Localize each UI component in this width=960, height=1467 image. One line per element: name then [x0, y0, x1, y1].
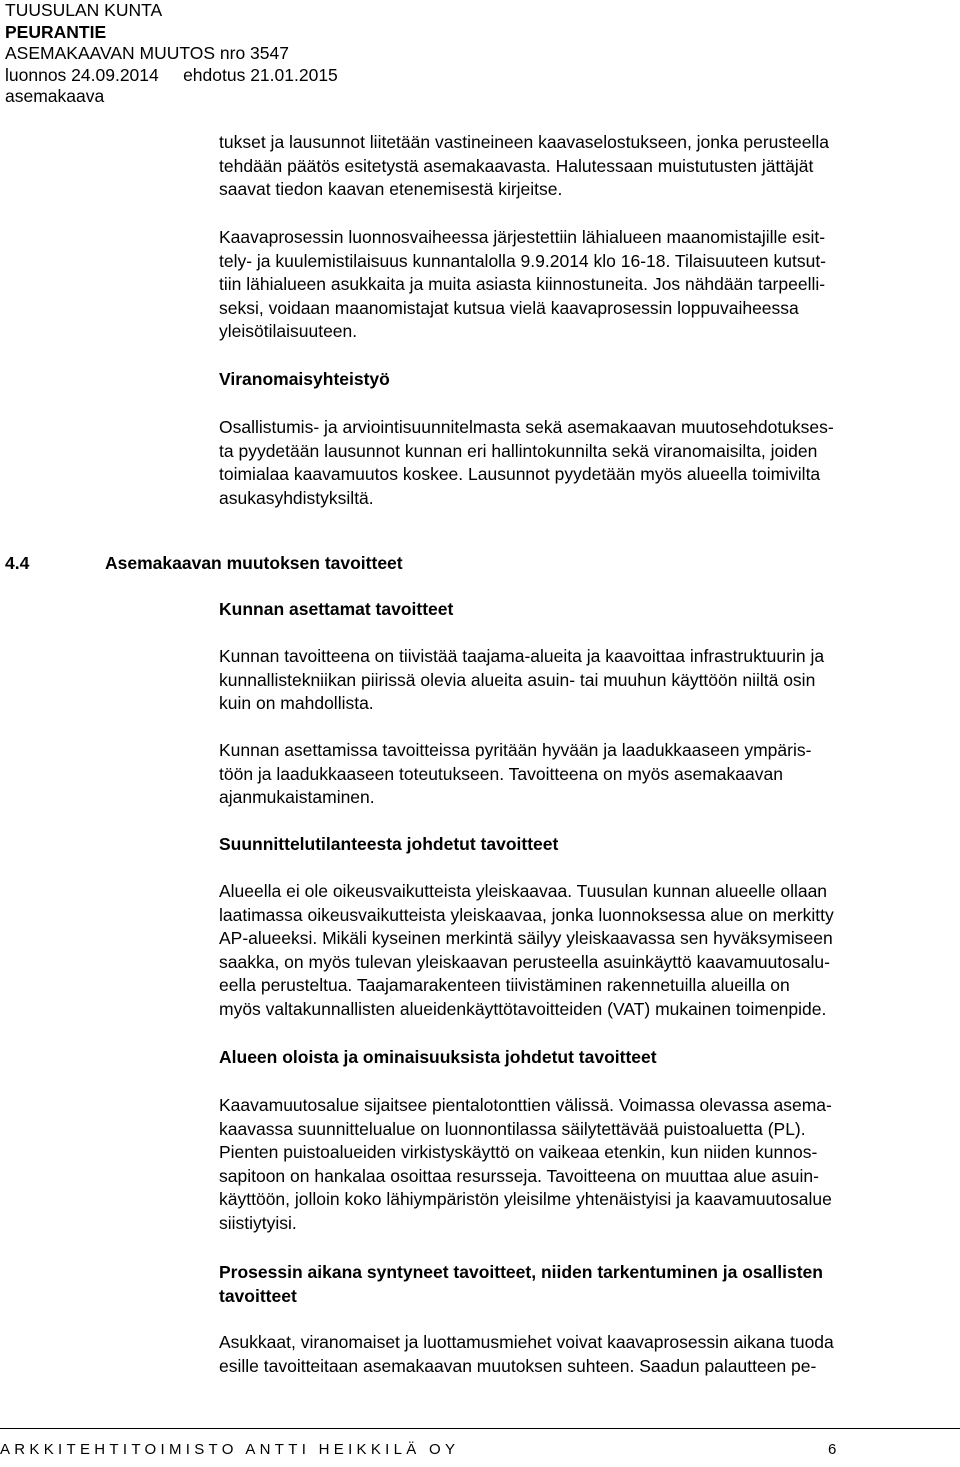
- page-number: 6: [828, 1441, 837, 1458]
- text-line: seksi, voidaan maanomistajat kutsua vielä kaavaprosessin loppuvaiheessa: [219, 297, 799, 318]
- text-line: myös valtakunnallisten alueidenkäyttötavoitteiden (VAT) mukainen toimenpide.: [219, 998, 827, 1019]
- intro-paragraph-2: [219, 226, 954, 344]
- heading-line: tavoitteet: [219, 1285, 297, 1306]
- text-line: Kaavaprosessin luonnosvaiheessa järjestettiin lähialueen maanomistajille esit-: [219, 227, 826, 247]
- text-line: Kaavamuutosalue sijaitsee pientalotonttien välissä. Voimassa olevassa asema-: [219, 1095, 832, 1115]
- proposal-date: ehdotus 21.01.2015: [183, 64, 338, 85]
- text-line: tiin lähialueen asukkaita ja muita asiasta kiinnostuneita. Jos nähdään tarpeelli-: [219, 274, 826, 294]
- draft-date: luonnos 24.09.2014: [5, 64, 159, 85]
- text-line: Alueella ei ole oikeusvaikutteista yleiskaavaa. Tuusulan kunnan alueelle ollaan: [219, 881, 828, 901]
- footer-divider: [0, 1428, 960, 1429]
- text-line: tehdään päätös esitetystä asemakaavasta. Halutessaan muistutusten jättäjät: [219, 155, 814, 176]
- section-title: Asemakaavan muutoksen tavoitteet: [105, 553, 403, 573]
- plan-change-number: ASEMAKAAVAN MUUTOS nro 3547: [5, 43, 289, 63]
- area-name: PEURANTIE: [5, 21, 107, 42]
- heading-process-goals: [219, 1261, 954, 1308]
- heading-authority-cooperation: Viranomaisyhteistyö: [219, 369, 390, 389]
- goals-paragraph-1: [219, 645, 954, 716]
- text-line: saakka, on myös tulevan yleiskaavan perusteella asuinkäyttö kaavamuutosalu-: [219, 951, 830, 972]
- goals-paragraph-2: [219, 739, 954, 810]
- text-line: käyttöön, jolloin koko lähiympäristön yleisilme yhtenäistyisi ja kaavamuutosalue: [219, 1189, 832, 1209]
- goals-paragraph-5: [219, 1331, 954, 1378]
- heading-area-conditions-goals: Alueen oloista ja ominaisuuksista johdetut tavoitteet: [219, 1047, 657, 1067]
- text-line: tukset ja lausunnot liitetään vastineineen kaavaselostukseen, jonka perusteella: [219, 132, 829, 152]
- text-line: Osallistumis- ja arviointisuunnitelmasta sekä asemakaavan muutosehdotukses-: [219, 417, 834, 437]
- text-line: ta pyydetään lausunnot kunnan eri hallintokunnilta sekä viranomaisilta, joiden: [219, 440, 818, 461]
- text-line: Pienten puistoalueiden virkistyskäyttö on vaikeaa etenkin, kun niiden kunnos-: [219, 1142, 818, 1162]
- footer-office-name: ARKKITEHTITOIMISTO ANTTI HEIKKILÄ OY: [0, 1441, 460, 1458]
- section-number: 4.4: [5, 553, 30, 573]
- dates-line: [5, 65, 338, 87]
- text-line: toimialaa kaavamuutos koskee. Lausunnot pyydetään myös alueella toimivilta: [219, 464, 821, 484]
- text-line: Kunnan tavoitteena on tiivistää taajama-alueita ja kaavoittaa infrastruktuurin ja: [219, 646, 825, 666]
- intro-paragraph-1: [219, 131, 954, 202]
- text-line: töön ja laadukkaaseen toteutukseen. Tavoitteena on myös asemakaavan: [219, 763, 783, 784]
- text-line: tely- ja kuulemistilaisuus kunnantalolla 9.9.2014 klo 16-18. Tilaisuuteen kutsut-: [219, 250, 827, 271]
- municipality-name: TUUSULAN KUNTA: [5, 0, 163, 20]
- heading-planning-situation-goals: Suunnittelutilanteesta johdetut tavoitteet: [219, 834, 559, 854]
- doc-type: asemakaava: [5, 86, 105, 106]
- text-line: asukasyhdistyksiltä.: [219, 487, 374, 508]
- text-line: siistiytyisi.: [219, 1212, 297, 1233]
- heading-municipal-goals: Kunnan asettamat tavoitteet: [219, 599, 454, 619]
- text-line: kunnallistekniikan piirissä olevia alueita asuin- tai muuhun käyttöön niiltä osin: [219, 669, 816, 690]
- text-line: Kunnan asettamissa tavoitteissa pyritään hyvään ja laadukkaaseen ympäris-: [219, 740, 812, 760]
- document-header: [5, 0, 338, 108]
- text-line: saavat tiedon kaavan etenemisestä kirjeitse.: [219, 179, 563, 199]
- text-line: kuin on mahdollista.: [219, 693, 374, 713]
- text-line: eella perusteltua. Taajamarakenteen tiivistäminen rakennetuilla alueilla on: [219, 975, 790, 995]
- text-line: kaavassa suunnittelualue on luonnontilassa säilytettävää puistoaluetta (PL).: [219, 1118, 806, 1139]
- text-line: ajanmukaistaminen.: [219, 787, 375, 807]
- text-line: Asukkaat, viranomaiset ja luottamusmiehet voivat kaavaprosessin aikana tuoda: [219, 1332, 834, 1352]
- goals-paragraph-3: [219, 880, 954, 1021]
- intro-paragraph-3: [219, 416, 954, 510]
- heading-line: Prosessin aikana syntyneet tavoitteet, niiden tarkentuminen ja osallisten: [219, 1262, 823, 1282]
- text-line: sapitoon on hankalaa osoittaa resursseja. Tavoitteena on muuttaa alue asuin-: [219, 1165, 819, 1186]
- text-line: AP-alueeksi. Mikäli kyseinen merkintä säilyy yleiskaavassa sen hyväksymiseen: [219, 928, 833, 948]
- text-line: esille tavoitteitaan asemakaavan muutoksen suhteen. Saadun palautteen pe-: [219, 1355, 817, 1376]
- goals-paragraph-4: [219, 1094, 954, 1235]
- text-line: laatimassa oikeusvaikutteista yleiskaavaa, jonka luonnoksessa alue on merkitty: [219, 904, 834, 925]
- text-line: yleisötilaisuuteen.: [219, 321, 358, 341]
